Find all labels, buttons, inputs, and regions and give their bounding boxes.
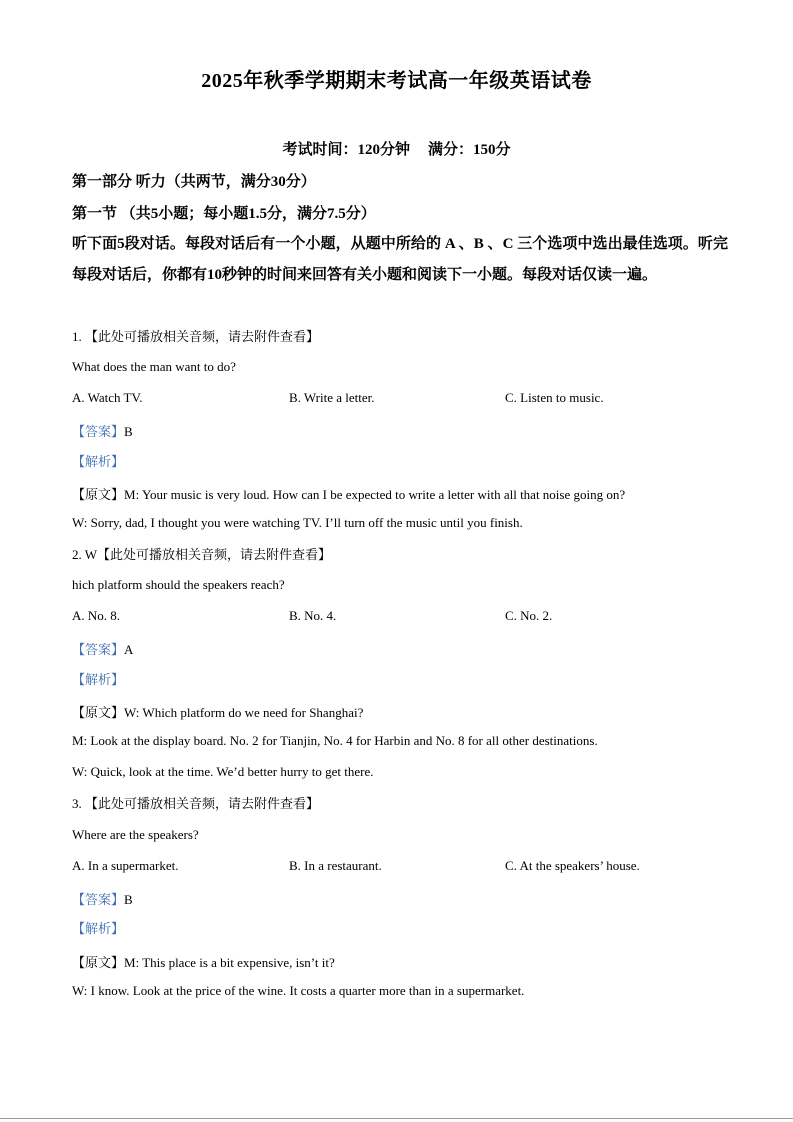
answer-label: 【答案】 <box>72 892 125 907</box>
question-1-text: What does the man want to do? <box>72 359 236 374</box>
answer-value: B <box>124 424 133 439</box>
page-bottom-rule <box>0 1118 793 1119</box>
question-1-analysis-label: 【解析】 <box>72 454 125 469</box>
original-label: 【原文】 <box>72 705 125 720</box>
full-score: 满分：150分 <box>428 142 511 158</box>
answer-value: B <box>124 892 133 907</box>
instructions: 听下面5段对话。每段对话后有一个小题，从题中所给的 A 、B 、C 三个选项中选出最佳选项。听完每段对话后，你都有10秒钟的时间来回答有关小题和阅读下一小题。每段对话仅读一遍。 <box>72 236 728 283</box>
transcript-line: M: Your music is very loud. How can I be expected to write a letter with all that noise going on? <box>124 487 626 502</box>
section1-heading: 第一节 （共5小题；每小题1.5分，满分7.5分） <box>72 206 376 222</box>
question-2-transcript-2: M: Look at the display board. No. 2 for Tianjin, No. 4 for Harbin and No. 8 for all other destinations. <box>72 733 598 748</box>
question-1-answer <box>72 421 133 440</box>
original-label: 【原文】 <box>72 487 125 502</box>
question-2-answer <box>72 639 133 658</box>
question-1-transcript-1 <box>72 484 625 503</box>
transcript-line: W: Which platform do we need for Shanghai? <box>124 705 364 720</box>
question-2-text: hich platform should the speakers reach? <box>72 577 285 592</box>
question-3-transcript-2: W: I know. Look at the price of the wine. It costs a quarter more than in a supermarket. <box>72 983 525 998</box>
question-2-transcript-3: W: Quick, look at the time. We’d better hurry to get there. <box>72 764 374 779</box>
question-1-transcript-2: W: Sorry, dad, I thought you were watching TV. I’ll turn off the music until you finish. <box>72 515 523 530</box>
question-2-option-c: C. No. 2. <box>505 608 553 623</box>
question-2-option-a: A. No. 8. <box>72 608 121 623</box>
exam-meta <box>0 138 793 159</box>
exam-time: 考试时间：120分钟 <box>282 142 410 158</box>
question-3-transcript-1 <box>72 952 335 971</box>
question-1-prompt: 1. 【此处可播放相关音频，请去附件查看】 <box>72 329 320 344</box>
question-2-analysis-label: 【解析】 <box>72 672 125 687</box>
answer-label: 【答案】 <box>72 642 125 657</box>
question-3-answer <box>72 889 133 908</box>
exam-title: 2025年秋季学期期末考试高一年级英语试卷 <box>201 70 592 92</box>
question-1-option-a: A. Watch TV. <box>72 390 143 405</box>
transcript-line: M: This place is a bit expensive, isn’t it? <box>124 955 335 970</box>
question-3-text: Where are the speakers? <box>72 827 199 842</box>
part1-heading: 第一部分 听力（共两节，满分30分） <box>72 174 316 190</box>
original-label: 【原文】 <box>72 955 125 970</box>
question-3-option-c: C. At the speakers’ house. <box>505 858 640 873</box>
question-3-analysis-label: 【解析】 <box>72 921 125 936</box>
question-3-option-a: A. In a supermarket. <box>72 858 179 873</box>
question-2-option-b: B. No. 4. <box>289 608 337 623</box>
question-3-prompt: 3. 【此处可播放相关音频，请去附件查看】 <box>72 796 320 811</box>
question-2-prompt: 2. W【此处可播放相关音频，请去附件查看】 <box>72 547 332 562</box>
question-1-option-c: C. Listen to music. <box>505 390 604 405</box>
question-3-option-b: B. In a restaurant. <box>289 858 382 873</box>
answer-label: 【答案】 <box>72 424 125 439</box>
question-1-option-b: B. Write a letter. <box>289 390 375 405</box>
question-2-transcript-1 <box>72 702 363 721</box>
answer-value: A <box>124 642 134 657</box>
